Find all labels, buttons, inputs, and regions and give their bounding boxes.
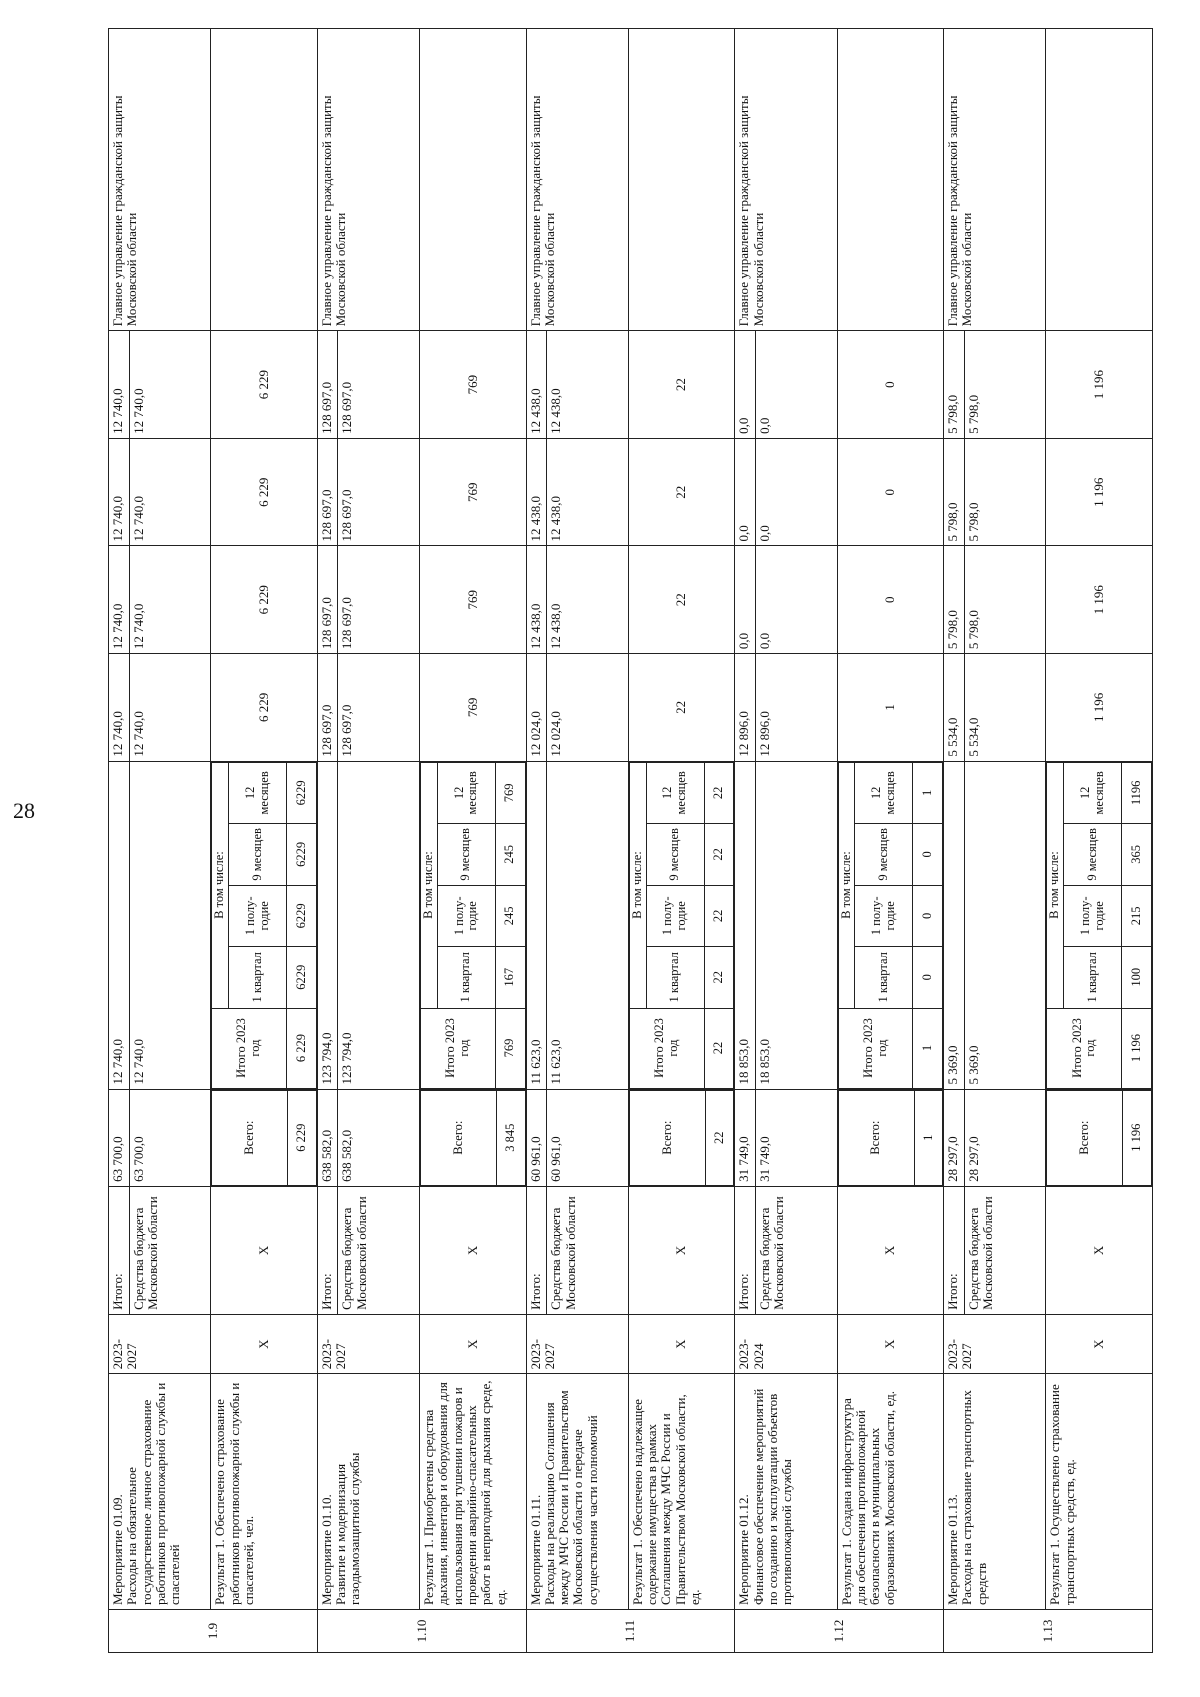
executor-cell: Главное управление гражданской защиты Московской области xyxy=(944,29,1046,331)
total-value: 31 749,0 xyxy=(735,1089,756,1186)
result-executor-empty xyxy=(420,29,526,331)
quarterly-breakdown-cell xyxy=(211,761,317,1089)
result-description: Результат 1. Обеспечено страхование работников противопожарной службы и спасателей, чел. xyxy=(211,1374,317,1610)
result-year-value: 22 xyxy=(628,331,734,439)
year-value: 5 798,0 xyxy=(944,546,965,654)
quarterly-breakdown-cell xyxy=(628,761,734,1089)
years-cell: 2023-2027 xyxy=(109,1314,211,1373)
table-row xyxy=(420,29,526,1653)
total-value: 63 700,0 xyxy=(129,1089,211,1186)
year-value: 0,0 xyxy=(756,546,838,654)
funding-source: Средства бюджета Московской области xyxy=(547,1186,629,1314)
year-value: 0,0 xyxy=(756,438,838,546)
executor-cell: Главное управление гражданской защиты Московской области xyxy=(526,29,628,331)
result-total-subtable xyxy=(211,1090,316,1186)
h1-value: 215 xyxy=(1122,885,1152,946)
year-value: 12 438,0 xyxy=(547,438,629,546)
result-year-value: 769 xyxy=(420,438,526,546)
event-title: Мероприятие 01.09. xyxy=(110,1494,125,1605)
m9-label: 9 месяцев xyxy=(437,824,495,885)
result-total-cell xyxy=(211,1089,317,1186)
result-year-value: 769 xyxy=(420,331,526,439)
result-description: Результат 1. Приобретены средства дыхания, инвентаря и оборудования для использования при тушении пожаров и проведении аварийно-спасательных работ в непригодной для дыхания среде, ед. xyxy=(420,1374,526,1610)
vsego-label: Всего: xyxy=(838,1090,914,1185)
total-value: 638 582,0 xyxy=(317,1089,338,1186)
itogo-value: 22 xyxy=(704,1008,734,1088)
funding-source: Средства бюджета Московской области xyxy=(964,1186,1046,1314)
result-executor-empty xyxy=(628,29,734,331)
h1-value: 6229 xyxy=(287,885,317,946)
result-year-value: 1 196 xyxy=(1046,654,1153,762)
year-value: 0,0 xyxy=(735,438,756,546)
executor-cell: Главное управление гражданской защиты Московской области xyxy=(109,29,211,331)
quarterly-subtable xyxy=(1046,762,1152,1089)
quarterly-breakdown-cell xyxy=(420,761,526,1089)
year-value: 5 798,0 xyxy=(964,438,1046,546)
result-year-value: 769 xyxy=(420,654,526,762)
result-total-cell xyxy=(837,1089,943,1186)
year1-value: 18 853,0 xyxy=(756,761,838,1089)
m9-value: 6229 xyxy=(287,824,317,885)
row-number: 1.10 xyxy=(317,1609,526,1652)
result-executor-empty xyxy=(1046,29,1153,331)
result-source: X xyxy=(420,1186,526,1314)
year1-value: 12 740,0 xyxy=(109,761,130,1089)
q1-label: 1 квартал xyxy=(1064,947,1122,1008)
itogo-year-label: Итого 2023 год xyxy=(1047,1008,1122,1088)
event-title: Мероприятие 01.11. xyxy=(527,1494,543,1605)
result-total: 3 845 xyxy=(497,1090,525,1185)
event-title: Мероприятие 01.13. xyxy=(945,1494,961,1605)
event-cell xyxy=(735,1374,837,1610)
event-description: Финансовое обеспечение мероприятий по созданию и эксплуатации объектов противопожарной службы xyxy=(750,1388,795,1605)
total-value: 31 749,0 xyxy=(756,1089,838,1186)
itogo-value: 769 xyxy=(495,1008,525,1088)
h1-label: 1 полу-годие xyxy=(437,885,495,946)
q1-value: 167 xyxy=(495,947,525,1008)
years-cell: 2023-2027 xyxy=(317,1314,419,1373)
result-years: X xyxy=(211,1314,317,1373)
row-number: 1.12 xyxy=(735,1609,944,1652)
result-total-subtable xyxy=(629,1090,734,1186)
year-value: 12 740,0 xyxy=(129,654,211,762)
h1-value: 0 xyxy=(913,885,943,946)
year-value: 128 697,0 xyxy=(317,546,338,654)
result-source: X xyxy=(211,1186,317,1314)
m9-value: 22 xyxy=(704,824,734,885)
year-value: 5 534,0 xyxy=(944,654,965,762)
m12-label: 12 месяцев xyxy=(646,762,704,823)
year1-value: 11 623,0 xyxy=(547,761,629,1089)
result-total-cell xyxy=(1046,1089,1153,1186)
year-value: 0,0 xyxy=(756,331,838,439)
year1-value: 12 740,0 xyxy=(129,761,211,1089)
m9-value: 365 xyxy=(1122,824,1152,885)
event-title: Мероприятие 01.10. xyxy=(318,1494,334,1605)
quarterly-subtable xyxy=(838,762,943,1089)
event-description: Развитие и модернизация газодымозащитной службы xyxy=(333,1452,363,1605)
result-years: X xyxy=(1046,1314,1153,1373)
funding-source: Средства бюджета Московской области xyxy=(338,1186,420,1314)
funding-source: Итого: xyxy=(109,1186,130,1314)
h1-label: 1 полу-годие xyxy=(855,885,913,946)
year-value: 0,0 xyxy=(735,546,756,654)
quarterly-breakdown-cell xyxy=(1046,761,1153,1089)
result-years: X xyxy=(837,1314,943,1373)
year-value: 12 740,0 xyxy=(109,438,130,546)
vsego-label: Всего: xyxy=(629,1090,705,1185)
year1-value: 123 794,0 xyxy=(338,761,420,1089)
table-row xyxy=(735,29,756,1653)
m12-value: 6229 xyxy=(287,762,317,823)
result-year-value: 22 xyxy=(628,546,734,654)
funding-source: Итого: xyxy=(735,1186,756,1314)
result-year-value: 22 xyxy=(628,438,734,546)
years-cell: 2023-2024 xyxy=(735,1314,837,1373)
event-description: Расходы на обязательное государственное личное страхование работников противопожарной службы и спасателей xyxy=(124,1382,183,1605)
itogo-value: 1 196 xyxy=(1122,1008,1152,1088)
year-value: 12 740,0 xyxy=(129,438,211,546)
result-executor-empty xyxy=(837,29,943,331)
year1-value: 123 794,0 xyxy=(317,761,338,1089)
in-that-label: В том числе: xyxy=(629,762,646,1008)
year-value: 5 798,0 xyxy=(964,331,1046,439)
year-value: 12 438,0 xyxy=(547,331,629,439)
funding-source: Итого: xyxy=(317,1186,338,1314)
quarterly-subtable xyxy=(420,762,525,1089)
h1-label: 1 полу-годие xyxy=(646,885,704,946)
vsego-label: Всего: xyxy=(421,1090,497,1185)
program-table xyxy=(108,28,1153,1653)
itogo-year-label: Итого 2023 год xyxy=(838,1008,913,1088)
executor-cell: Главное управление гражданской защиты Московской области xyxy=(317,29,419,331)
year-value: 12 740,0 xyxy=(129,331,211,439)
funding-source: Средства бюджета Московской области xyxy=(756,1186,838,1314)
year-value: 12 438,0 xyxy=(526,438,547,546)
total-value: 60 961,0 xyxy=(547,1089,629,1186)
year-value: 12 896,0 xyxy=(756,654,838,762)
result-year-value: 1 196 xyxy=(1046,546,1153,654)
q1-label: 1 квартал xyxy=(437,947,495,1008)
m12-value: 1 xyxy=(913,762,943,823)
result-year-value: 6 229 xyxy=(211,331,317,439)
total-value: 60 961,0 xyxy=(526,1089,547,1186)
q1-label: 1 квартал xyxy=(229,947,287,1008)
quarterly-subtable xyxy=(629,762,734,1089)
result-year-value: 1 xyxy=(837,654,943,762)
m12-label: 12 месяцев xyxy=(855,762,913,823)
result-source: X xyxy=(1046,1186,1153,1314)
years-cell: 2023-2027 xyxy=(944,1314,1046,1373)
year-value: 12 740,0 xyxy=(109,654,130,762)
year-value: 128 697,0 xyxy=(338,546,420,654)
table-row xyxy=(1046,29,1153,1653)
result-executor-empty xyxy=(211,29,317,331)
result-description: Результат 1. Осуществлено страхование транспортных средств, ед. xyxy=(1046,1374,1153,1610)
q1-value: 100 xyxy=(1122,947,1152,1008)
result-total-subtable xyxy=(1046,1090,1152,1186)
year-value: 12 740,0 xyxy=(109,331,130,439)
result-year-value: 6 229 xyxy=(211,654,317,762)
year-value: 12 740,0 xyxy=(109,546,130,654)
m12-label: 12 месяцев xyxy=(1064,762,1122,823)
result-years: X xyxy=(420,1314,526,1373)
itogo-value: 6 229 xyxy=(287,1008,317,1088)
q1-value: 6229 xyxy=(287,947,317,1008)
quarterly-breakdown-cell xyxy=(837,761,943,1089)
m9-label: 9 месяцев xyxy=(1064,824,1122,885)
event-cell xyxy=(109,1374,211,1610)
event-cell xyxy=(317,1374,419,1610)
result-total: 1 xyxy=(914,1090,942,1185)
event-description: Расходы на реализацию Соглашения между МЧС России и Правительством Московской области о передаче осуществления части полномочий xyxy=(541,1390,600,1605)
total-value: 63 700,0 xyxy=(109,1089,130,1186)
q1-value: 0 xyxy=(913,947,943,1008)
itogo-year-label: Итого 2023 год xyxy=(629,1008,704,1088)
result-year-value: 1 196 xyxy=(1046,331,1153,439)
result-total: 22 xyxy=(705,1090,733,1185)
table-row xyxy=(526,29,547,1653)
row-number: 1.13 xyxy=(944,1609,1153,1652)
year-value: 12 438,0 xyxy=(526,331,547,439)
year-value: 12 896,0 xyxy=(735,654,756,762)
year1-value: 18 853,0 xyxy=(735,761,756,1089)
year-value: 5 798,0 xyxy=(944,331,965,439)
in-that-label: В том числе: xyxy=(421,762,438,1008)
result-total-cell xyxy=(420,1089,526,1186)
total-value: 28 297,0 xyxy=(964,1089,1046,1186)
year1-value: 11 623,0 xyxy=(526,761,547,1089)
row-number: 1.9 xyxy=(109,1609,318,1652)
year-value: 12 740,0 xyxy=(129,546,211,654)
result-description: Результат 1. Обеспечено надлежащее содержание имущества в рамках Соглашения между МЧС России и Правительством Московской области, ед. xyxy=(628,1374,734,1610)
table-row xyxy=(944,29,965,1653)
q1-label: 1 квартал xyxy=(646,947,704,1008)
m12-label: 12 месяцев xyxy=(229,762,287,823)
executor-cell: Главное управление гражданской защиты Московской области xyxy=(735,29,837,331)
year-value: 5 798,0 xyxy=(944,438,965,546)
result-total-subtable xyxy=(420,1090,525,1186)
vsego-label: Всего: xyxy=(212,1090,288,1185)
table-row xyxy=(837,29,943,1653)
m9-value: 245 xyxy=(495,824,525,885)
h1-value: 22 xyxy=(704,885,734,946)
year-value: 12 024,0 xyxy=(526,654,547,762)
year-value: 128 697,0 xyxy=(317,654,338,762)
year-value: 128 697,0 xyxy=(338,654,420,762)
itogo-year-label: Итого 2023 год xyxy=(212,1008,287,1088)
m9-value: 0 xyxy=(913,824,943,885)
year-value: 0,0 xyxy=(735,331,756,439)
m9-label: 9 месяцев xyxy=(855,824,913,885)
q1-label: 1 квартал xyxy=(855,947,913,1008)
year-value: 128 697,0 xyxy=(317,331,338,439)
result-year-value: 0 xyxy=(837,546,943,654)
result-total: 1 196 xyxy=(1123,1090,1152,1185)
total-value: 638 582,0 xyxy=(338,1089,420,1186)
year-value: 5 534,0 xyxy=(964,654,1046,762)
event-description: Расходы на страхование транспортных средств xyxy=(959,1390,989,1605)
event-cell xyxy=(526,1374,628,1610)
year-value: 12 438,0 xyxy=(526,546,547,654)
page-number: 28 xyxy=(13,798,35,823)
year1-value: 5 369,0 xyxy=(944,761,965,1089)
result-year-value: 1 196 xyxy=(1046,438,1153,546)
event-title: Мероприятие 01.12. xyxy=(736,1494,752,1605)
vsego-label: Всего: xyxy=(1047,1090,1123,1185)
table-row xyxy=(628,29,734,1653)
years-cell: 2023-2027 xyxy=(526,1314,628,1373)
year-value: 12 438,0 xyxy=(547,546,629,654)
in-that-label: В том числе: xyxy=(838,762,855,1008)
m12-value: 22 xyxy=(704,762,734,823)
result-source: X xyxy=(628,1186,734,1314)
m9-label: 9 месяцев xyxy=(646,824,704,885)
table-row xyxy=(211,29,317,1653)
m12-value: 769 xyxy=(495,762,525,823)
result-total-cell xyxy=(628,1089,734,1186)
result-total: 6 229 xyxy=(288,1090,316,1185)
total-value: 28 297,0 xyxy=(944,1089,965,1186)
funding-source: Итого: xyxy=(944,1186,965,1314)
h1-label: 1 полу-годие xyxy=(229,885,287,946)
result-year-value: 6 229 xyxy=(211,546,317,654)
result-source: X xyxy=(837,1186,943,1314)
result-year-value: 6 229 xyxy=(211,438,317,546)
m9-label: 9 месяцев xyxy=(229,824,287,885)
year1-value: 5 369,0 xyxy=(964,761,1046,1089)
itogo-value: 1 xyxy=(913,1008,943,1088)
funding-source: Средства бюджета Московской области xyxy=(129,1186,211,1314)
year-value: 12 024,0 xyxy=(547,654,629,762)
table-row xyxy=(317,29,338,1653)
row-number: 1.11 xyxy=(526,1609,735,1652)
h1-label: 1 полу-годие xyxy=(1064,885,1122,946)
h1-value: 245 xyxy=(495,885,525,946)
result-description: Результат 1. Создана инфраструктура для обеспечения противопожарной безопасности в муниципальных образованиях Московской области, ед. xyxy=(837,1374,943,1610)
m12-label: 12 месяцев xyxy=(437,762,495,823)
in-that-label: В том числе: xyxy=(212,762,229,1008)
result-year-value: 22 xyxy=(628,654,734,762)
itogo-year-label: Итого 2023 год xyxy=(421,1008,496,1088)
rotated-table-wrapper xyxy=(108,28,1153,1653)
in-that-label: В том числе: xyxy=(1047,762,1064,1008)
funding-source: Итого: xyxy=(526,1186,547,1314)
quarterly-subtable xyxy=(211,762,316,1089)
year-value: 5 798,0 xyxy=(964,546,1046,654)
year-value: 128 697,0 xyxy=(317,438,338,546)
event-cell xyxy=(944,1374,1046,1610)
result-year-value: 0 xyxy=(837,331,943,439)
result-total-subtable xyxy=(838,1090,943,1186)
year-value: 128 697,0 xyxy=(338,331,420,439)
year-value: 128 697,0 xyxy=(338,438,420,546)
result-years: X xyxy=(628,1314,734,1373)
result-year-value: 0 xyxy=(837,438,943,546)
table-row xyxy=(109,29,130,1653)
result-year-value: 769 xyxy=(420,546,526,654)
m12-value: 1196 xyxy=(1122,762,1152,823)
q1-value: 22 xyxy=(704,947,734,1008)
